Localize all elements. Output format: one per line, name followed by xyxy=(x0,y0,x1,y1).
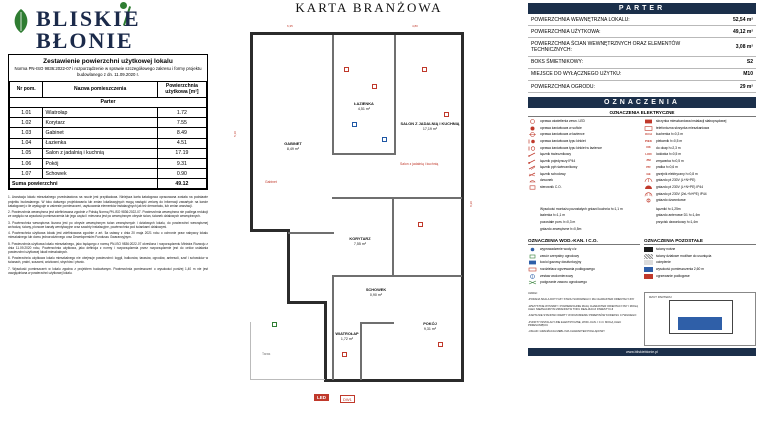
wall-internal xyxy=(332,35,334,155)
socket-ip44-icon xyxy=(644,185,653,190)
legal-notes xyxy=(8,195,208,275)
legend-label: oprawa oświetlenia zewn. LED xyxy=(540,119,585,124)
legend-item xyxy=(644,146,756,151)
legend-label: podgrzanie zaworu ogrodowego xyxy=(540,280,587,285)
switch-pph-icon xyxy=(528,165,537,170)
legal-note: 5. Powierzchnia użytkowa lokalu mieszkalnego, jako będącego z normą PN-ISO 9836:2022-07 określona i rozporządzeniu Ministra Rozwoju z dnia 11.09.2020 roku, Powierzchnia użytkowa, jako definicja z normy i rozporządzenia przez rozporządzenie jest do celów ustalania powierzchni użytkowej lokali mieszkalnych. xyxy=(8,241,208,254)
legend-item xyxy=(644,260,756,265)
room-label-wiatrolap xyxy=(327,332,367,341)
cell-no: 1.02 xyxy=(10,118,43,128)
room-area: 8,49 m² xyxy=(286,146,300,151)
room-area: 17,19 m² xyxy=(422,126,438,131)
terrace-edge xyxy=(250,379,325,380)
summary-value: S2 xyxy=(704,56,756,68)
cell-no: 1.07 xyxy=(10,169,43,179)
legend-item xyxy=(528,254,640,259)
legend-label: lodówka h=0,5 m xyxy=(656,152,682,157)
cell-no: 1.03 xyxy=(10,128,43,138)
note-line: -PODANA SKALA DOTYCZY STANU SUROWEGO I MA CHARAKTER ORIENTACYJNY xyxy=(528,298,635,302)
summary-row xyxy=(528,38,756,56)
legal-note: 6. Powierzchnia użytkowa lokalu mieszkalnego nie obejmuje powierzchni: loggii, balkonów, tarasów, ogrodów, antresoli, szaf i schowków w ścianach, pralni, suszarni, wózkowni, strychów i piwnic. xyxy=(8,256,208,265)
note-line: -UKŁAD I ARANŻACJA MEBLI MA CHARAKTER POGLĄDOWY xyxy=(528,330,605,334)
table-row xyxy=(10,118,207,128)
elec-legend xyxy=(528,119,756,205)
lamp-outdoor-icon xyxy=(528,119,537,124)
legend-item xyxy=(528,260,640,265)
summary-row xyxy=(528,80,756,92)
plumbing-symbol xyxy=(382,137,387,142)
garden-tap-symbol xyxy=(272,322,277,327)
legend-label: łącznik schodowy xyxy=(540,171,566,176)
height-bullet-icon xyxy=(528,220,537,225)
legend-item xyxy=(644,119,756,124)
elec-legend-right xyxy=(644,119,756,205)
wall-internal xyxy=(332,275,334,380)
legend-item xyxy=(644,152,756,157)
legend-label: przycisk dzwonkowy h=1,4m xyxy=(656,220,698,225)
legend-item xyxy=(644,159,756,164)
legend-label: zestaw wodomierzowy xyxy=(540,273,573,278)
cell-name: Pokój xyxy=(43,158,157,168)
legal-note: 4. Powierzchnia użytkowa lokalu jest zdefiniowana zgodnie z art. 5a ustawy z dnia 20 maja 2021 roku o ochronie praw nabywcy lokalu mieszkalnego lub domu jednorodzinnego oraz Deweloperskim Funduszu Gwarancyjnym. xyxy=(8,231,208,240)
summary-label: POWIERZCHNIA UŻYTKOWA: xyxy=(528,26,704,38)
plan-title: KARTA BRANŻOWA xyxy=(295,0,443,15)
legend-label: oprawa żarówkowa w łazience xyxy=(540,132,585,137)
table-header-row xyxy=(10,81,207,97)
socket-double-ip44-icon xyxy=(644,192,653,197)
legend-label: łącznik świecznikowy xyxy=(540,152,571,157)
legend-item xyxy=(528,132,640,137)
underfloor-heating-swatch xyxy=(644,274,653,279)
legend-item xyxy=(644,267,756,272)
dimension-text: 8,20 xyxy=(468,201,473,207)
led-badge: LED xyxy=(314,394,329,401)
summary-row xyxy=(528,26,756,38)
legend-item xyxy=(528,220,640,225)
legend-item xyxy=(528,267,640,272)
legend-item xyxy=(644,139,756,144)
legend-label: łazienka h=1,1 m xyxy=(540,213,566,218)
room-label-korytarz xyxy=(334,237,386,246)
wall-internal xyxy=(392,275,462,277)
legend-label: Wysokość montażu pozostałych gniazd kuchnia h=1,1 m xyxy=(540,206,623,211)
right-column xyxy=(528,3,756,425)
group-label: Parter xyxy=(10,97,207,107)
col-no: Nr pom. xyxy=(10,81,43,97)
summary-areas-table xyxy=(528,14,756,93)
legend-item xyxy=(644,185,756,190)
summary-value: 29 m² xyxy=(704,80,756,92)
area-table-block xyxy=(8,54,208,190)
dimension-text: 5,10 xyxy=(232,131,237,137)
summary-label: POWIERZCHNIA WEWNĘTRZNA LOKALU: xyxy=(528,14,704,26)
legend-item xyxy=(528,178,640,183)
brand-logo xyxy=(8,4,208,53)
area-table xyxy=(9,81,207,190)
wall xyxy=(461,32,464,382)
summary-row xyxy=(528,14,756,26)
height-bullet-icon xyxy=(644,220,653,225)
legend-label: oprawa żarówkowa typu kinkiet w łazience xyxy=(540,145,602,150)
wall xyxy=(250,229,290,232)
wall-internal xyxy=(360,322,362,380)
legend-label: ściany działowe możliwe do usunięcia xyxy=(656,253,712,258)
height-bullet-icon xyxy=(528,227,537,232)
table-row xyxy=(10,158,207,168)
note-line: -WSZYSTKIE WYMIARY I POWIERZCHNIE MAJĄ CHARAKTER ORIENTACYJNY I MOGĄ ULEC NIEZNACZNYM ZMIANOM W TOKU REALIZACJI INWESTYCJI xyxy=(528,304,638,311)
sum-label: Suma powierzchni xyxy=(10,179,158,189)
legend-item xyxy=(528,146,640,151)
wall-internal xyxy=(288,232,334,234)
cell-no: 1.05 xyxy=(10,148,43,158)
legend-item xyxy=(644,247,756,252)
cell-area: 0.90 xyxy=(157,169,206,179)
table-row xyxy=(10,148,207,158)
elec-heights-left xyxy=(528,207,640,233)
legend-label: gniazdo pt 230V (L+N+PE) IP44 xyxy=(656,185,704,190)
plan-annotation: Salon z jadalnią i kuchnią xyxy=(400,162,439,166)
legend-item xyxy=(528,280,640,285)
wall-internal xyxy=(392,197,394,277)
summary-value: 52,54 m² xyxy=(704,14,756,26)
cell-name: Korytarz xyxy=(43,118,157,128)
table-row xyxy=(10,138,207,148)
telecom-box-icon xyxy=(644,126,653,131)
brand-line1: BLISKIE xyxy=(36,6,141,31)
summary-label: BOKS ŚMIETNIKOWY: xyxy=(528,56,704,68)
manifold-icon xyxy=(528,267,537,272)
cell-name: Schowek xyxy=(43,169,157,179)
summary-row xyxy=(528,68,756,80)
table-row xyxy=(10,107,207,117)
wod-legend xyxy=(528,236,640,287)
elec-section-title: OZNACZENIA ELEKTRYCZNE xyxy=(528,108,756,117)
legend-label: zawór czerpalny ogrodowy xyxy=(540,253,580,258)
minimap-block xyxy=(644,289,756,346)
legal-note: 3. Powierzchnia wewnętrzna liczona jest po obrysie wewnętrznym ścian zewnętrznych i działowych lokalu, do powierzchni wewnętrznej wchodzą: ściany, pionowe kanały wentylacyjne oraz szachty instalacyjne, powierzchnia pod ściankami działowymi. xyxy=(8,220,208,229)
switch-stairs-icon xyxy=(528,172,537,177)
legend-label: oprawa żarówkowa w suficie xyxy=(540,125,582,130)
room-area: 1,72 m² xyxy=(340,336,354,341)
thermostat-icon xyxy=(528,185,537,190)
cell-area: 8.49 xyxy=(157,128,206,138)
legend-item xyxy=(528,274,640,279)
cell-area: 4.51 xyxy=(157,138,206,148)
legend-item xyxy=(528,172,640,177)
electric-symbol xyxy=(372,84,377,89)
cooker-icon: KCH xyxy=(645,131,652,136)
wod-section-title: OZNACZENIA WOD.-KAN. I C.O. xyxy=(528,236,640,245)
legend-label: ogrzewanie podłogowe xyxy=(656,273,690,278)
wall-bearing-swatch xyxy=(644,247,653,252)
legend-label: zmywarka h=0,5 m xyxy=(656,158,684,163)
sum-value: 49.12 xyxy=(157,179,206,189)
cell-no: 1.06 xyxy=(10,158,43,168)
note-line: -PUNKTY INSTALACYJNE ELEKTRYCZNE, WOD.-KAN. I C.O. MOGĄ ULEC PRZESUNIĘCIU xyxy=(528,320,622,328)
dimension-text: 6,35 xyxy=(287,24,293,28)
wall-internal xyxy=(394,35,396,155)
dimension-text: 4,80 xyxy=(412,24,418,28)
minimap-label: RZUT PARTERU xyxy=(649,294,672,299)
table-group-row xyxy=(10,97,207,107)
cell-name: Salon z jadalnią i kuchnią xyxy=(43,148,157,158)
wall-internal xyxy=(360,322,394,324)
wall-internal xyxy=(332,153,396,155)
room-area: 9,31 m² xyxy=(423,326,437,331)
legend-label: kuchenka h=0,3 m xyxy=(656,132,684,137)
plumbing-symbol xyxy=(352,122,357,127)
legend-label: wysokość pomieszczenia 2,60 m xyxy=(656,267,705,271)
hood-icon: OK xyxy=(646,145,651,150)
legend-item xyxy=(528,247,640,252)
legend-label: wyprowadzenie wody c/z xyxy=(540,247,577,252)
legend-item xyxy=(528,126,640,131)
table-sum-row xyxy=(10,179,207,189)
plan-drawing xyxy=(232,22,504,418)
table-row xyxy=(10,169,207,179)
summary-value: M10 xyxy=(704,68,756,80)
legend-label: gniazdo pt 230V (L+N+PE) xyxy=(656,178,696,183)
room-name: ŁAZIENKA xyxy=(354,101,374,106)
legend-label: gniazdo zewnętrzne h=0,5m xyxy=(540,226,582,231)
left-column xyxy=(8,4,208,424)
fridge-icon: LOD xyxy=(645,151,652,156)
legend-item xyxy=(528,159,640,164)
brand-line2: BŁONIE xyxy=(36,28,134,53)
room-name: WIATROŁAP xyxy=(335,331,359,336)
bottom-legends xyxy=(528,236,756,287)
minimap-highlight xyxy=(678,317,722,331)
note-line: -KARTA NIE STANOWI OFERTY W ROZUMIENIU PRZEPISÓW KODEKSU CYWILNEGO xyxy=(528,314,637,318)
legend-label: gniazdo antenowe D1 h=1,4m xyxy=(656,213,700,218)
room-label-salon xyxy=(400,122,460,131)
parter-header: PARTER xyxy=(528,3,756,14)
legend-item xyxy=(644,192,756,197)
legend-item xyxy=(644,213,756,218)
legend-item xyxy=(528,165,640,170)
legend-item xyxy=(644,172,756,177)
electric-symbol xyxy=(444,112,449,117)
dw-badge: DW1 xyxy=(340,395,355,403)
col-area: Powierzchnia użytkowa [m²] xyxy=(157,81,206,97)
wall-lamp-bath-icon xyxy=(528,146,537,151)
plan-annotation: Gabinet xyxy=(265,180,277,184)
notes-block xyxy=(528,289,640,346)
plan-annotation: Taras xyxy=(262,352,271,356)
elec-legend-left xyxy=(528,119,640,205)
legend-item xyxy=(644,254,756,259)
room-name: KORYTARZ xyxy=(349,236,371,241)
legend-item xyxy=(528,119,640,124)
room-label-schowek xyxy=(360,288,392,297)
legend-item xyxy=(644,178,756,183)
room-name: GABINET xyxy=(284,141,302,146)
oven-icon: PIEK xyxy=(644,138,652,143)
wall xyxy=(250,32,464,35)
terrace-edge xyxy=(250,322,251,380)
pozostale-legend xyxy=(644,236,756,287)
legend-item xyxy=(644,132,756,137)
room-area: 7,55 m² xyxy=(353,241,367,246)
garden-valve-icon xyxy=(528,280,537,285)
bath-lamp-icon xyxy=(528,132,537,137)
garden-tap-icon xyxy=(528,254,537,259)
legal-note: 7. Wysokość pomieszczeń w lokalu zgodna z projektem budowlanym. Powierzchnia pomieszczeń o wysokości poniżej 1,40 m nie jest uwzględniana w powierzchni użytkowej lokalu. xyxy=(8,266,208,275)
wall xyxy=(287,229,290,304)
summary-value: 3,08 m² xyxy=(704,38,756,56)
minimap[interactable] xyxy=(644,292,756,346)
legend-label: sterownik C.O. xyxy=(540,185,562,190)
wall-partition-swatch xyxy=(644,254,653,259)
electric-symbol xyxy=(344,67,349,72)
notes-and-minimap xyxy=(528,289,756,346)
room-label-gabinet xyxy=(262,142,324,151)
legend-label: łącznik pojedynczy IP44 xyxy=(540,158,576,163)
washer-icon: PR xyxy=(646,164,651,169)
switch-icon xyxy=(528,152,537,157)
height-bullet-icon xyxy=(644,207,653,212)
wall xyxy=(324,301,327,382)
legend-item xyxy=(644,274,756,279)
table-row xyxy=(10,128,207,138)
electric-symbol xyxy=(422,67,427,72)
cell-name: Gabinet xyxy=(43,128,157,138)
leaf-icon xyxy=(10,8,32,34)
wall xyxy=(324,379,464,382)
switch-ip44-icon xyxy=(528,159,537,164)
legend-label: telefoniczna skrzynka mieszkaniowa xyxy=(656,125,710,130)
wall-lamp-icon xyxy=(528,139,537,144)
electric-symbol xyxy=(438,342,443,347)
socket-icon xyxy=(644,178,653,183)
legend-item xyxy=(528,227,640,232)
footer-bar[interactable]: www.bliskieblonie.pl xyxy=(528,348,756,356)
legend-label: grzejnik elektryczny h=0,8 m xyxy=(656,171,698,176)
wall-internal xyxy=(332,197,462,199)
legend-label: gniazdo dzwonkowe xyxy=(656,198,686,203)
electric-symbol xyxy=(342,352,347,357)
legend-label: piekarnik h=0,5 m xyxy=(656,138,683,143)
doorbell-icon xyxy=(528,178,537,183)
cell-area: 1.72 xyxy=(157,107,206,117)
bell-socket-icon xyxy=(644,198,653,203)
wall xyxy=(250,32,253,232)
wall xyxy=(287,301,327,304)
height-bullet-icon xyxy=(644,213,653,218)
room-label-lazienka xyxy=(337,102,391,111)
cell-area: 17.19 xyxy=(157,148,206,158)
summary-label: POWIERZCHNIA ŚCIAN WEWNĘTRZNYCH ORAZ ELEMENTÓW TECHNICZNYCH: xyxy=(528,38,704,56)
summary-label: MIEJSCE DO WYŁĄCZNEGO UŻYTKU: xyxy=(528,68,704,80)
legend-label: skrzynka mieszkaniowa instalacji słaboprądowej xyxy=(656,119,727,124)
oznaczenia-header: OZNACZENIA xyxy=(528,97,756,108)
room-name: SALON Z JADALNIĄ I KUCHNIĄ xyxy=(400,121,460,126)
legend-item xyxy=(644,165,756,170)
legend-label: do okap h=2,3 m xyxy=(656,145,681,150)
legend-label: łącznik pph świecznikowy xyxy=(540,165,578,170)
legend-item xyxy=(528,207,640,212)
legend-item xyxy=(644,220,756,225)
pozostale-section-title: OZNACZENIA POZOSTAŁE xyxy=(644,236,756,245)
room-height-swatch xyxy=(644,267,653,272)
legend-item xyxy=(528,213,640,218)
room-name: SCHOWEK xyxy=(365,287,387,292)
cell-no: 1.01 xyxy=(10,107,43,117)
plan-walls xyxy=(232,22,504,418)
room-name: POKÓJ xyxy=(423,321,437,326)
cell-name: Wiatrołap xyxy=(43,107,157,117)
legend-item xyxy=(528,152,640,157)
ceiling-lamp-icon xyxy=(528,126,537,131)
legend-label: ocieplenie xyxy=(656,260,671,265)
legend-label: ściany nośne xyxy=(656,247,676,252)
elec-heights-legend xyxy=(528,207,756,233)
weak-current-box-icon xyxy=(644,119,653,124)
legend-label: pralka h=0,6 m xyxy=(656,165,678,170)
water-outlet-icon xyxy=(528,247,537,252)
cell-no: 1.04 xyxy=(10,138,43,148)
legend-label: dzwonek xyxy=(540,178,554,183)
legend-label: gniazdo pt 230V (2xL+N+PE) IP44 xyxy=(656,191,707,196)
wall-internal xyxy=(332,275,394,277)
notes-title: UWAGI: xyxy=(528,291,538,295)
col-name: Nazwa pomieszczenia xyxy=(43,81,157,97)
legal-note: 2. Powierzchnia wewnętrzna jest zdefiniowana zgodnie z Polską Normą PN-ISO 9836:2022-07. Powierzchnia wewnętrzna nie podlega redukcji ze względu na wysokość pomieszczenia lub jego części i mierzona jest po wewnętrznym obrysie ścian, ścianek działowych wewnętrznych. xyxy=(8,210,208,219)
electric-heater-icon: GE xyxy=(646,171,651,176)
legend-label: oprawa żarówkowa typu kinkiet xyxy=(540,138,586,143)
summary-row xyxy=(528,56,756,68)
legend-label: pozostałe pom. h=0,3 m xyxy=(540,220,576,225)
summary-label: POWIERZCHNIA OGRODU: xyxy=(528,80,704,92)
cell-area: 7.55 xyxy=(157,118,206,128)
legend-label: łączniki h=1,25m xyxy=(656,206,681,211)
legend-item xyxy=(644,198,756,203)
legend-item xyxy=(644,126,756,131)
area-table-title: Zestawienie powierzchni użytkowej lokalu xyxy=(43,58,173,65)
legal-note: 1. Aranżacja lokalu mieszkalnego przedstawiona na rzucie jest przykładowa. Niniejsza karta katalogowa opracowana została na podstawie projektu budowlanego. W toku dalszego projektowania lub zmian lokalizacyjnych mogą nastąpić zmiany do informacji zawartych na karcie katalogowej o ile występuje w zakresie pomieszczeń, usytuowania elementów instalacyjnych jak też demontażu, lub zmian aranżacji. xyxy=(8,195,208,208)
boiler-icon xyxy=(528,260,537,265)
insulation-swatch xyxy=(644,260,653,265)
elec-heights-right xyxy=(644,207,756,233)
electric-symbol xyxy=(418,222,423,227)
legend-item xyxy=(528,185,640,190)
cell-area: 9.31 xyxy=(157,158,206,168)
height-bullet-icon xyxy=(528,213,537,218)
dishwasher-icon: ZM xyxy=(646,158,651,163)
room-area: 4,51 m² xyxy=(357,106,371,111)
floorplan-area xyxy=(214,0,524,428)
area-table-subtitle: Norma PN-ISO 9836:2022-07 i rozporządzenie w sprawie szczegółowego zakresu i formy projektu budowlanego z dn. 11.09.2020 r. xyxy=(14,66,202,77)
height-bullet-icon xyxy=(528,207,537,212)
room-area: 0,90 m² xyxy=(369,292,383,297)
summary-value: 49,12 m² xyxy=(704,26,756,38)
legend-label: kociol gazowy dwufunkcyjny xyxy=(540,260,582,265)
legend-item xyxy=(644,207,756,212)
cell-name: Łazienka xyxy=(43,138,157,148)
legend-label: rozdzielacz ogrzewania podłogowego xyxy=(540,267,595,271)
legend-item xyxy=(528,139,640,144)
room-label-pokoj xyxy=(402,322,458,331)
water-meter-icon xyxy=(528,274,537,279)
